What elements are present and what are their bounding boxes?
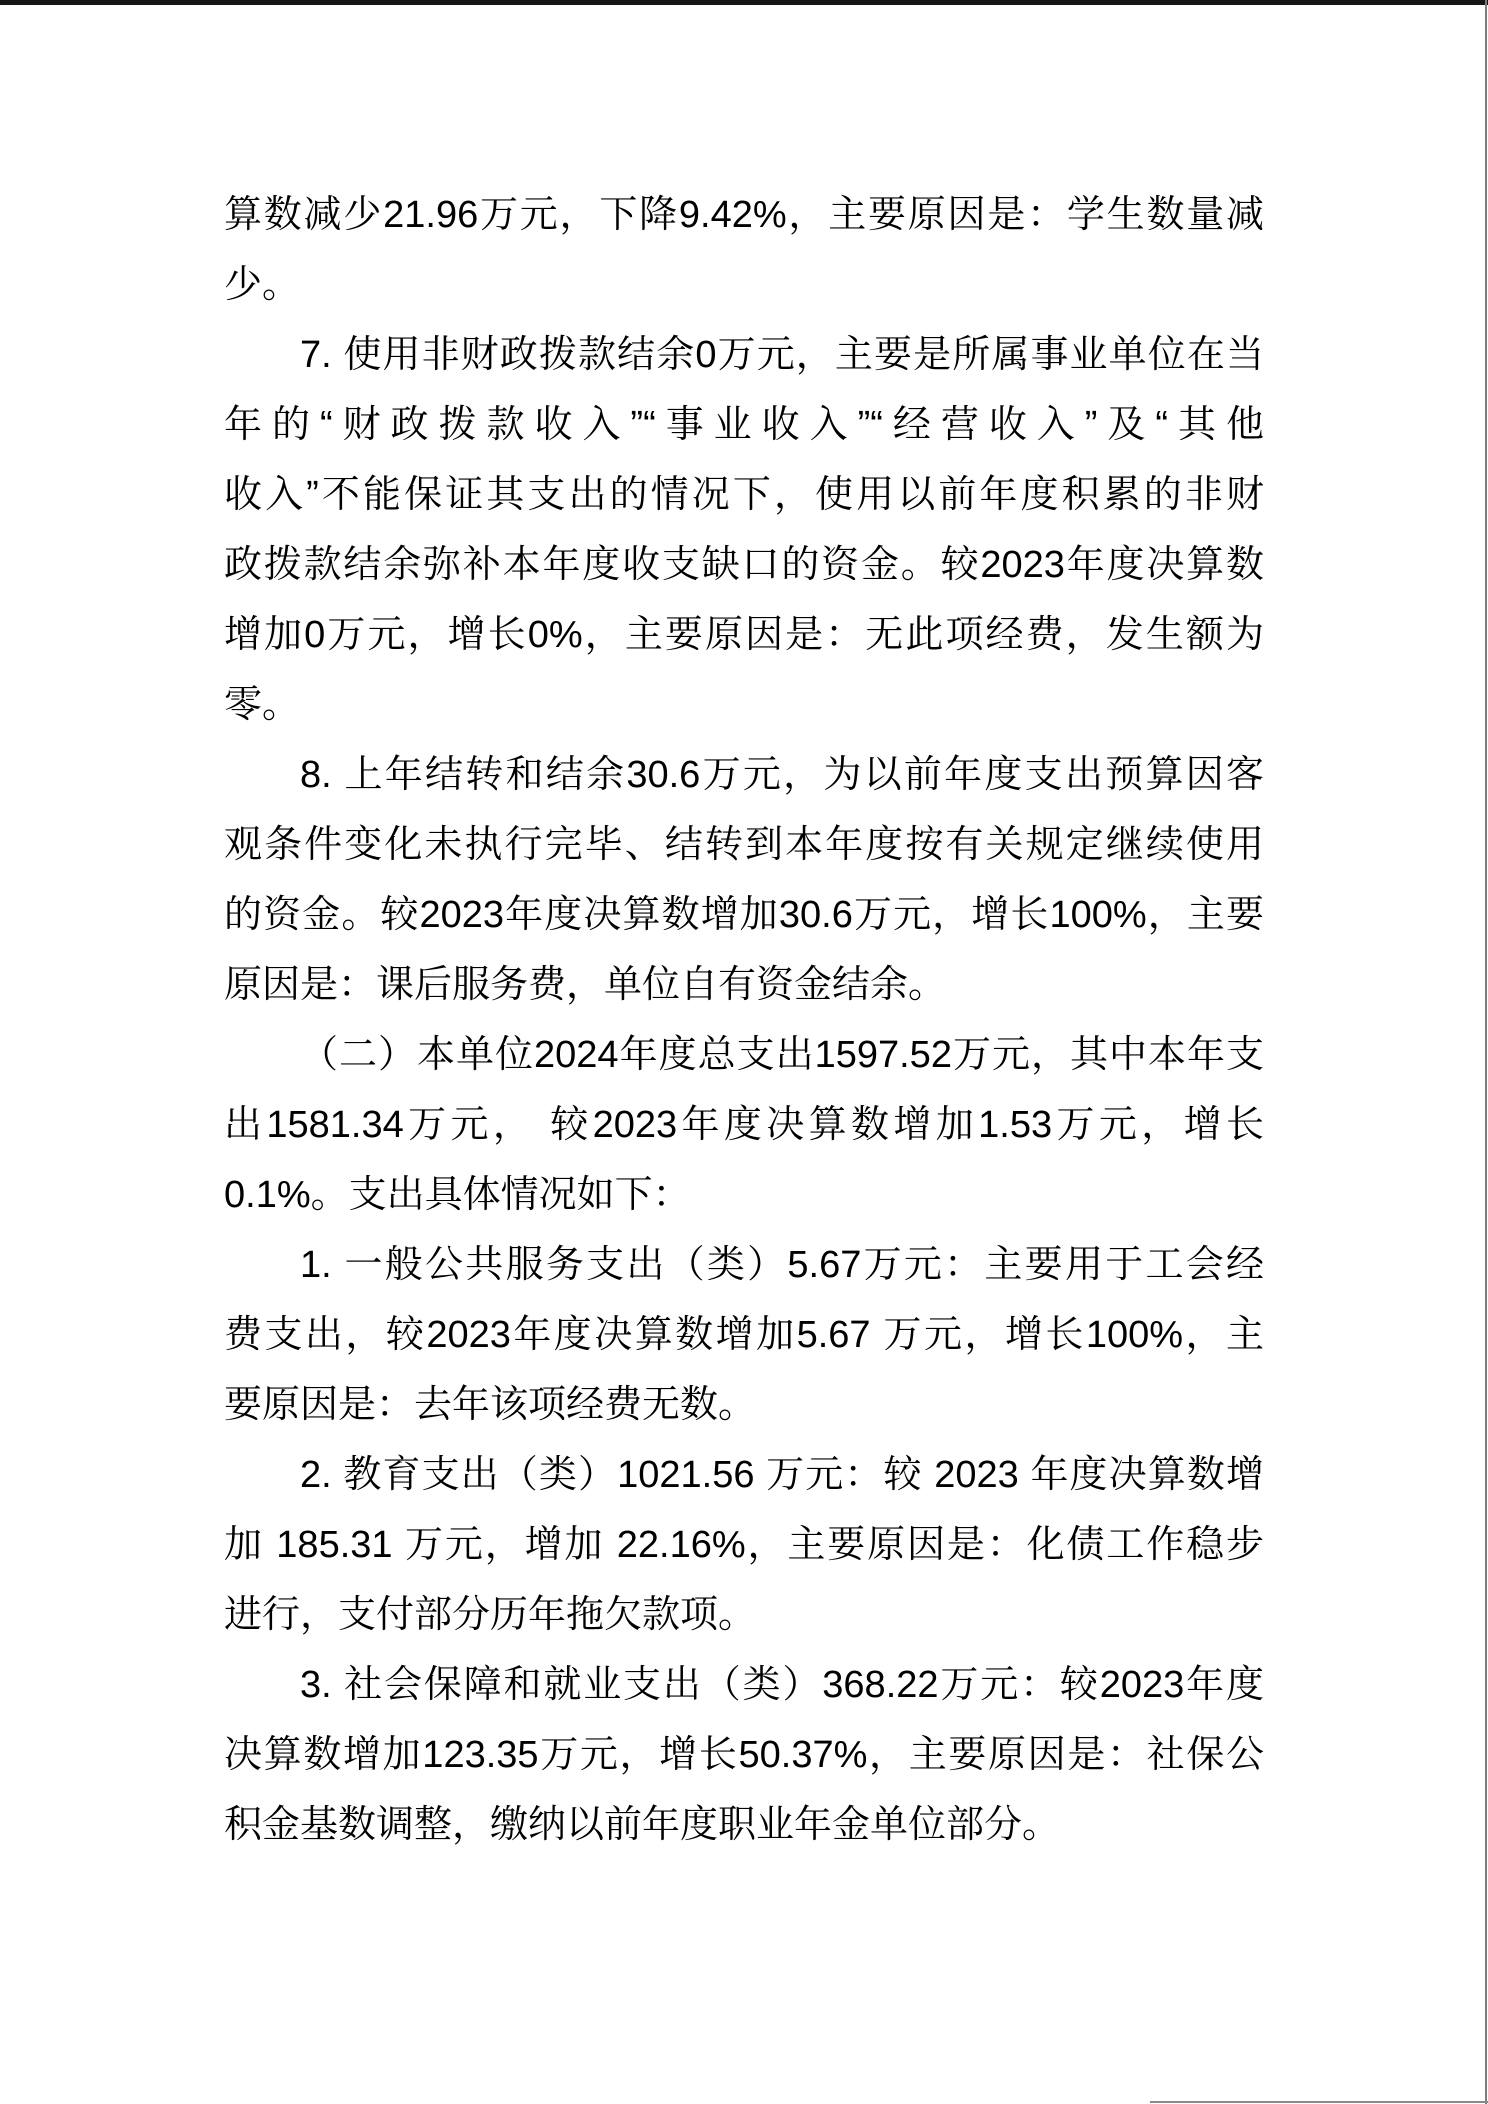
text-line: 零。 xyxy=(224,684,301,726)
paragraph xyxy=(224,180,1264,320)
text-line: 决算数增加123.35万元，增长50.37%，主要原因是：社保公 xyxy=(224,1734,1264,1776)
paragraph xyxy=(224,1020,1264,1230)
page-right-edge xyxy=(1485,0,1487,2104)
paragraph xyxy=(224,1650,1264,1860)
text-line: （二）本单位2024年度总支出1597.52万元，其中本年支 xyxy=(300,1034,1264,1076)
paragraph xyxy=(224,320,1264,740)
paragraph xyxy=(224,740,1264,1020)
text-line: 观条件变化未执行完毕、结转到本年度按有关规定继续使用 xyxy=(224,824,1264,866)
text-line: 8. 上年结转和结余30.6万元，为以前年度支出预算因客 xyxy=(300,754,1264,796)
text-line: 政拨款结余弥补本年度收支缺口的资金。较2023年度决算数 xyxy=(224,544,1264,586)
text-line: 出1581.34万元， 较2023年度决算数增加1.53万元，增长 xyxy=(224,1104,1264,1146)
text-line: 原因是：课后服务费，单位自有资金结余。 xyxy=(224,964,947,1006)
text-line: 进行，支付部分历年拖欠款项。 xyxy=(224,1594,757,1636)
text-line: 增加0万元，增长0%，主要原因是：无此项经费，发生额为 xyxy=(224,614,1264,656)
text-line: 收入”不能保证其支出的情况下，使用以前年度积累的非财 xyxy=(224,474,1264,516)
text-line: 费支出，较2023年度决算数增加5.67 万元，增长100%，主 xyxy=(224,1314,1264,1356)
text-line: 要原因是：去年该项经费无数。 xyxy=(224,1384,757,1426)
text-line: 7. 使用非财政拨款结余0万元，主要是所属事业单位在当 xyxy=(300,334,1264,376)
page-top-edge xyxy=(0,0,1488,5)
text-line: 0.1%。支出具体情况如下： xyxy=(224,1174,691,1216)
text-line: 2. 教育支出（类）1021.56 万元：较 2023 年度决算数增 xyxy=(300,1454,1264,1496)
text-content xyxy=(224,180,1264,1860)
paragraph xyxy=(224,1440,1264,1650)
text-line: 年的“财政拨款收入”“事业收入”“经营收入”及“其他 xyxy=(224,404,1264,446)
text-line: 1. 一般公共服务支出（类）5.67万元：主要用于工会经 xyxy=(300,1244,1264,1286)
text-line: 算数减少21.96万元，下降9.42%，主要原因是：学生数量减 xyxy=(224,194,1264,236)
text-line: 加 185.31 万元，增加 22.16%，主要原因是：化债工作稳步 xyxy=(224,1524,1264,1566)
text-line: 积金基数调整，缴纳以前年度职业年金单位部分。 xyxy=(224,1804,1061,1846)
text-line: 少。 xyxy=(224,264,301,306)
paragraph xyxy=(224,1230,1264,1440)
text-line: 3. 社会保障和就业支出（类）368.22万元：较2023年度 xyxy=(300,1664,1264,1706)
page-bottom-edge xyxy=(1150,2101,1488,2103)
text-line: 的资金。较2023年度决算数增加30.6万元，增长100%，主要 xyxy=(224,894,1264,936)
